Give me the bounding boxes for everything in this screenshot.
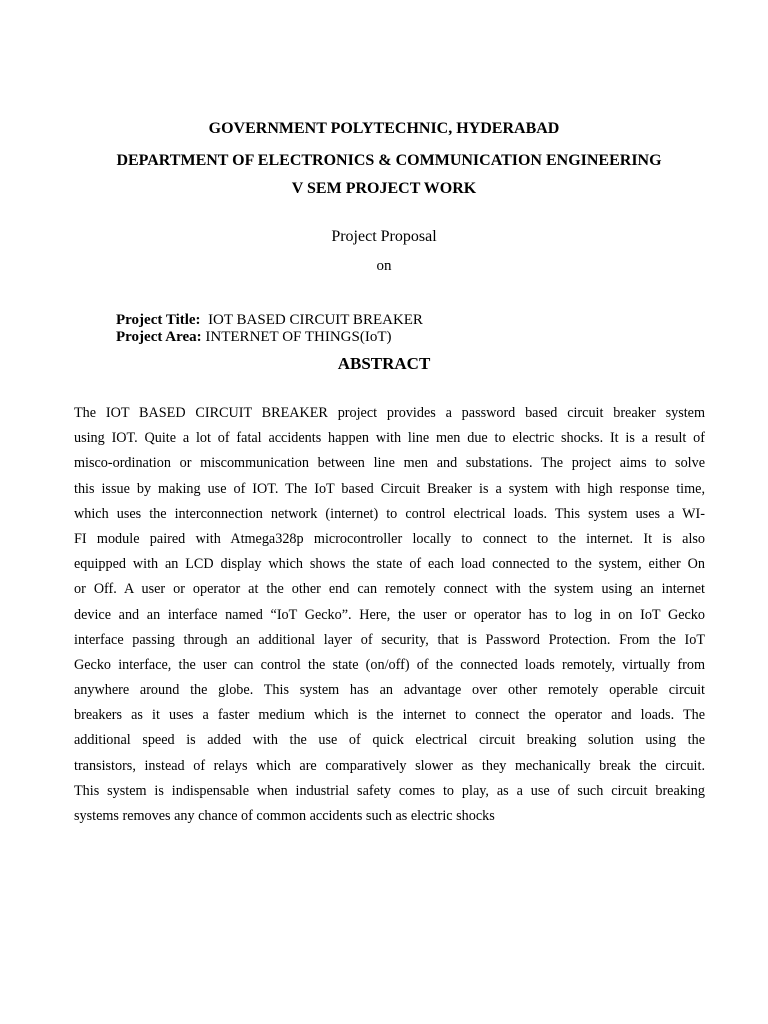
project-area-value: INTERNET OF THINGS(IoT): [205, 329, 392, 345]
proposal-heading: Project Proposal: [331, 228, 437, 245]
on-text: on: [376, 258, 392, 274]
abstract-line: additional speed is added with the use of quick electrical circuit breaking solution using the: [74, 732, 705, 749]
abstract-line: transistors, instead of relays which are comparatively slower as they mechanically break the circuit.: [74, 757, 705, 774]
project-title-row: [116, 312, 423, 329]
abstract-heading: ABSTRACT: [337, 354, 431, 373]
abstract-line: misco-ordination or miscommunication between line men and substations. The project aims to solve: [74, 455, 705, 472]
abstract-line: The IOT BASED CIRCUIT BREAKER project provides a password based circuit breaker system: [74, 405, 705, 421]
abstract-line: Gecko interface, the user can control the state (on/off) of the connected loads remotely, virtually from: [74, 656, 705, 673]
project-area-label: Project Area:: [116, 329, 202, 345]
institution-heading: GOVERNMENT POLYTECHNIC, HYDERABAD: [208, 120, 560, 137]
abstract-line: anywhere around the globe. This system has an advantage over other remotely operable circuit: [74, 682, 705, 699]
abstract-line: device and an interface named “IoT Gecko”. Here, the user or operator has to log in on IoT Gecko: [74, 606, 705, 623]
abstract-line: which uses the interconnection network (internet) to control electrical loads. This system uses a WI-: [74, 505, 705, 522]
abstract-line: or Off. A user or operator at the other end can remotely connect with the system using an internet: [74, 581, 705, 598]
abstract-line: this issue by making use of IOT. The IoT based Circuit Breaker is a system with high response time,: [74, 480, 705, 497]
abstract-line: This system is indispensable when industrial safety comes to play, as a use of such circuit breaking: [74, 782, 705, 799]
semester-heading: V SEM PROJECT WORK: [291, 180, 477, 197]
abstract-body: [74, 401, 705, 829]
project-title-label: Project Title:: [116, 312, 201, 328]
project-title-value: IOT BASED CIRCUIT BREAKER: [208, 312, 423, 328]
abstract-line: breakers as it uses a faster medium which is the internet to connect the operator and loads. The: [74, 707, 705, 724]
abstract-line: interface passing through an additional layer of security, that is Password Protection. From the IoT: [74, 631, 705, 648]
abstract-line: using IOT. Quite a lot of fatal accidents happen with line men due to electric shocks. It is a result of: [74, 430, 705, 447]
abstract-line: FI module paired with Atmega328p microcontroller locally to connect to the internet. It is also: [74, 530, 705, 547]
project-area-row: [116, 329, 392, 346]
department-heading: DEPARTMENT OF ELECTRONICS & COMMUNICATION ENGINEERING: [116, 152, 662, 169]
abstract-line: equipped with an LCD display which shows the state of each load connected to the system, either On: [74, 556, 705, 573]
abstract-line: systems removes any chance of common accidents such as electric shocks: [74, 808, 495, 824]
